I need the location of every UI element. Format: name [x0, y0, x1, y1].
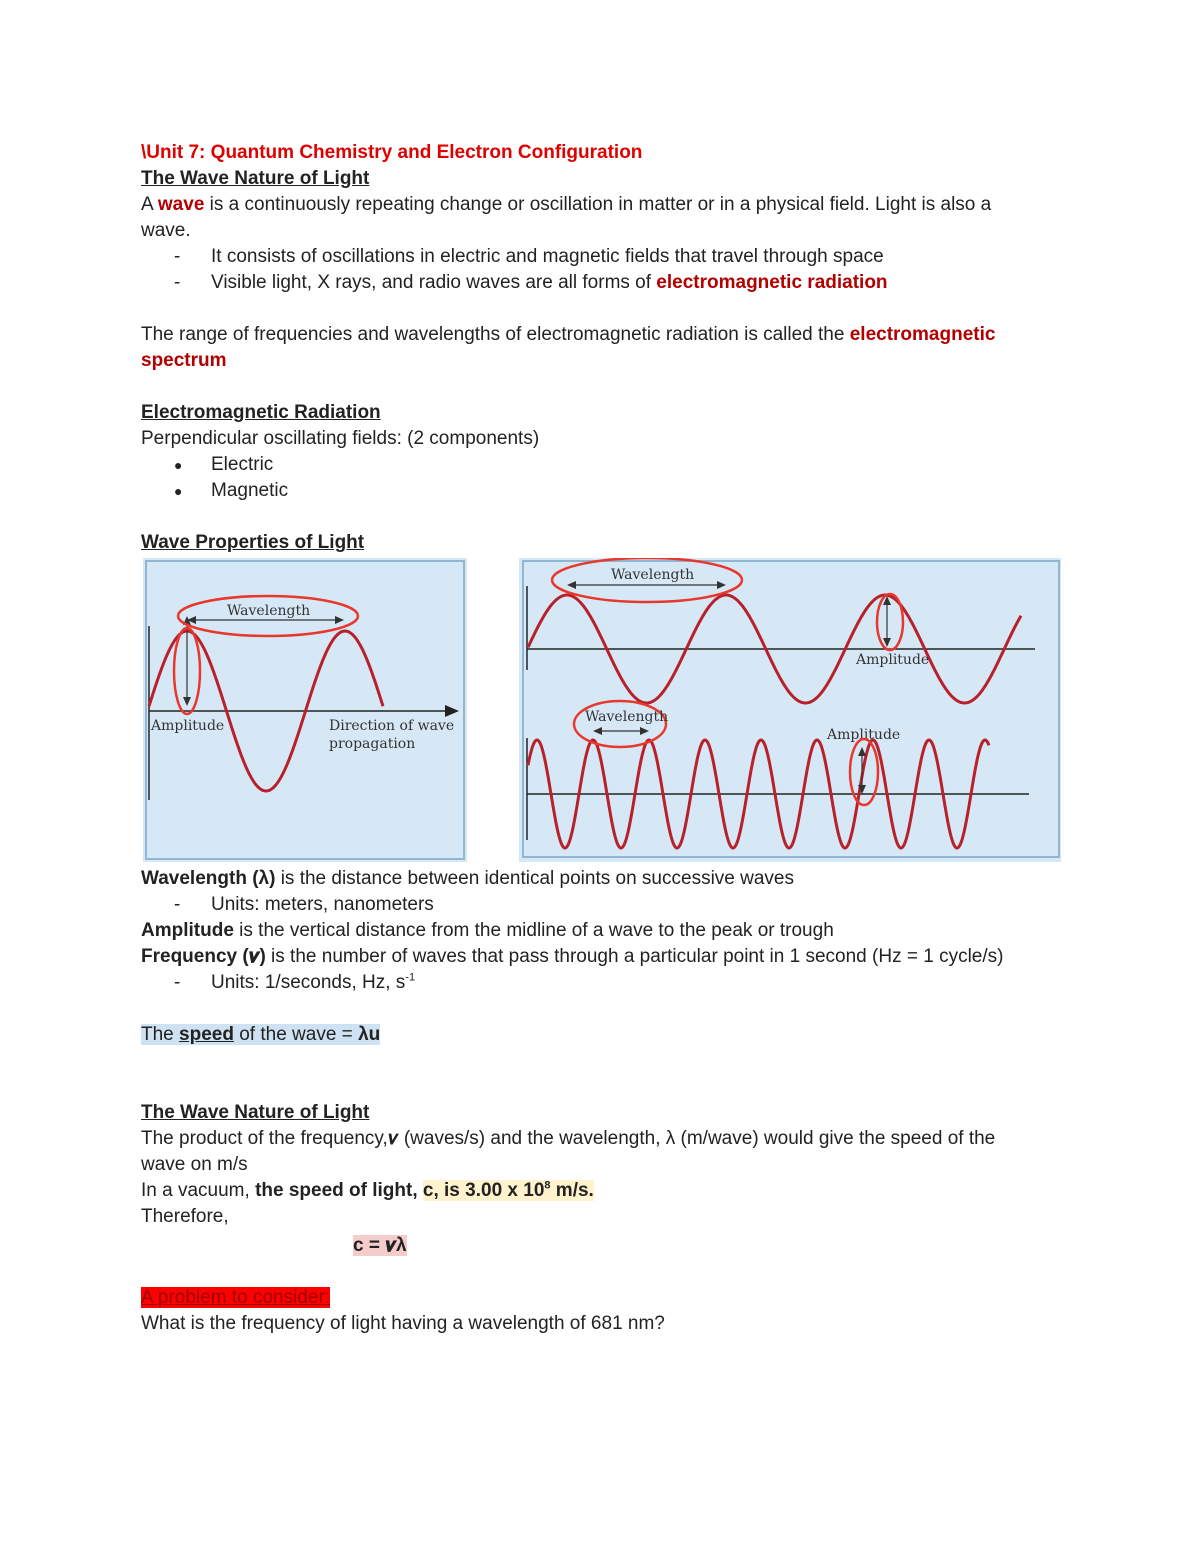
term-em-spectrum: electromagnetic spectrum: [141, 324, 996, 371]
em-components: [141, 452, 1041, 504]
document-page: [141, 140, 1041, 1337]
direction-label-line2: propagation: [329, 736, 416, 752]
product-explanation: The product of the frequency,𝝂 (waves/s) and the wavelength, λ (m/wave) would give the speed of the wave on m/s: [141, 1128, 996, 1175]
term-wavelength: Wavelength (λ): [141, 868, 276, 889]
list-item: ● Magnetic: [174, 480, 289, 501]
problem-label: A problem to consider:: [141, 1287, 331, 1308]
term-em-radiation: electromagnetic radiation: [656, 272, 888, 293]
wavelength-label-top: Wavelength: [611, 567, 695, 583]
amplitude-label-top: Amplitude: [856, 652, 930, 668]
amplitude-label-bottom: Amplitude: [827, 727, 901, 743]
term-wave: wave: [157, 194, 205, 215]
wavelength-label-left: Wavelength: [227, 603, 311, 619]
speed-of-light: In a vacuum, the speed of light, c, is 3.00 x $10^8$ m/s.: [141, 1179, 594, 1201]
frequency-definition: Frequency (𝝂) is the number of waves that pass through a particular point in 1 second (Hz = 1 cycle/s): [141, 946, 1004, 967]
frequency-units-list: [141, 970, 1041, 996]
light-equation: c = 𝝂λ: [353, 1235, 407, 1256]
amplitude-label-left: Amplitude: [151, 718, 225, 734]
wave-diagram-left: [143, 558, 473, 862]
direction-label-line1: Direction of wave: [329, 718, 455, 734]
list-item: - Units: 1/seconds, Hz, $s^{-1}$: [174, 971, 416, 993]
em-intro: Perpendicular oscillating fields: (2 components): [141, 428, 540, 449]
section-heading-wave-nature: The Wave Nature of Light: [141, 168, 370, 189]
term-amplitude: Amplitude: [141, 920, 234, 941]
term-frequency: Frequency (𝝂): [141, 946, 266, 967]
problem-question: What is the frequency of light having a wavelength of 681 nm?: [141, 1313, 665, 1334]
term-speed: speed: [179, 1024, 234, 1045]
wave-definition: A wave is a continuously repeating change or oscillation in matter or in a physical field. Light is also a wave.: [141, 194, 992, 241]
wavelength-units-list: [141, 892, 1041, 918]
list-item: ● Electric: [174, 454, 274, 475]
unit-title: \Unit 7: Quantum Chemistry and Electron Configuration: [141, 142, 643, 163]
therefore-text: Therefore,: [141, 1206, 229, 1227]
spectrum-definition: The range of frequencies and wavelengths of electromagnetic radiation is called the electromagnetic spectrum: [141, 324, 996, 371]
wave-figures: [141, 558, 1041, 862]
list-item: - Visible light, X rays, and radio waves are all forms of electromagnetic radiation: [174, 272, 888, 293]
list-item: - Units: meters, nanometers: [174, 894, 434, 915]
amplitude-definition: Amplitude is the vertical distance from the midline of a wave to the peak or trough: [141, 920, 834, 941]
section-heading-wave-properties: Wave Properties of Light: [141, 532, 365, 553]
wave-diagram-right: [519, 558, 1061, 862]
section-heading-wave-nature-2: The Wave Nature of Light: [141, 1102, 370, 1123]
wavelength-definition: Wavelength (λ) is the distance between identical points on successive waves: [141, 868, 794, 889]
section-heading-em-radiation: Electromagnetic Radiation: [141, 402, 381, 423]
wavelength-label-bottom: Wavelength: [585, 709, 669, 725]
list-item: - It consists of oscillations in electric and magnetic fields that travel through space: [174, 246, 884, 267]
wave-bullets: [141, 244, 1041, 296]
speed-formula: The speed of the wave = λu: [141, 1024, 381, 1045]
